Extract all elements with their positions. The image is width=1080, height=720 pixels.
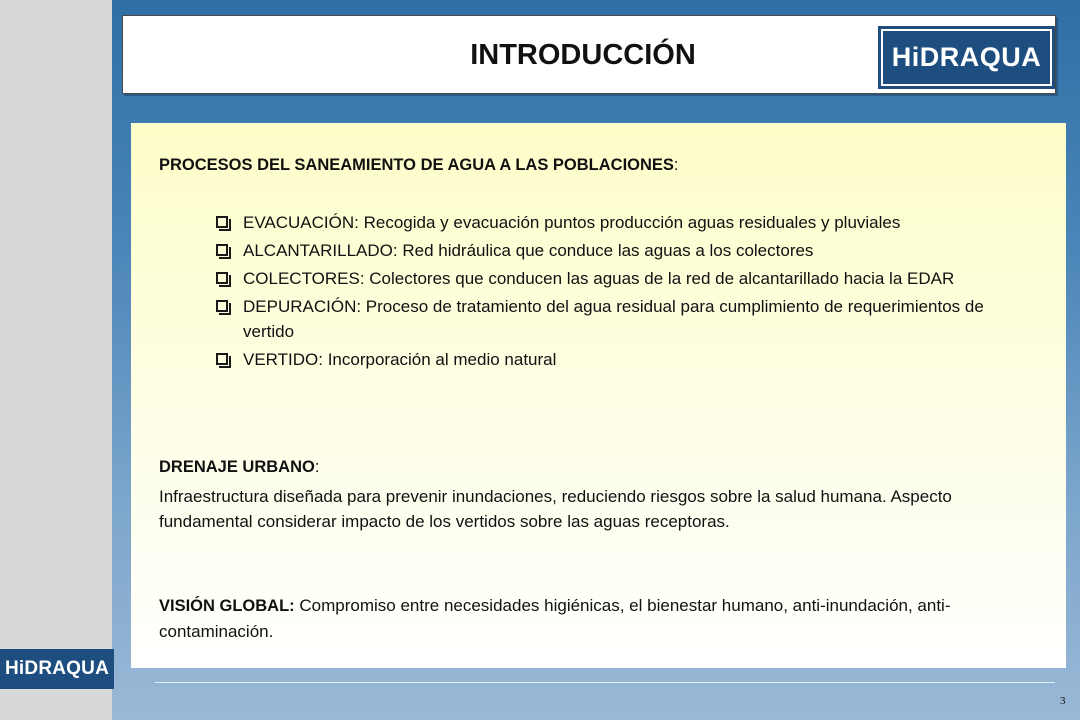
header-logo-text: HiDRAQUA [891,42,1042,72]
section-heading-drenaje: DRENAJE URBANO: [159,458,320,476]
footer-divider [155,682,1055,683]
page-title: INTRODUCCIÓN [470,39,696,71]
section-heading-procesos: PROCESOS DEL SANEAMIENTO DE AGUA A LAS POBLACIONES: [159,156,679,174]
left-strip [0,0,112,720]
checkbox-bullet-icon [216,244,228,256]
checkbox-bullet-icon [216,216,228,228]
header-logo [878,26,1055,89]
list-item: COLECTORES: Colectores que conducen las aguas de la red de alcantarillado hacia la EDAR [216,266,986,291]
drenaje-description: Infraestructura diseñada para prevenir inundaciones, reduciendo riesgos sobre la salud humana. Aspecto fundamental considerar impacto de los vertidos sobre las aguas receptoras. [159,487,952,531]
list-item: VERTIDO: Incorporación al medio natural [216,347,986,372]
checkbox-bullet-icon [216,300,228,312]
sidebar-logo-text: HiDRAQUA [5,658,109,679]
page-number: 3 [1060,695,1066,707]
vision-global-text: Compromiso entre necesidades higiénicas, el bienestar humano, anti-inundación, anti-contaminación. [159,596,951,641]
checkbox-bullet-icon [216,272,228,284]
list-item: ALCANTARILLADO: Red hidráulica que conduce las aguas a los colectores [216,238,986,263]
section-heading-vision: VISIÓN GLOBAL: [159,597,295,615]
list-item: EVACUACIÓN: Recogida y evacuación puntos producción aguas residuales y pluviales [216,210,986,235]
process-list [216,210,986,375]
list-item: DEPURACIÓN: Proceso de tratamiento del agua residual para cumplimiento de requerimientos de vertido [216,294,986,344]
vision-global-paragraph [159,593,1019,644]
sidebar-logo [0,649,114,689]
content-panel [131,123,1066,668]
title-box [122,15,1056,94]
checkbox-bullet-icon [216,353,228,365]
